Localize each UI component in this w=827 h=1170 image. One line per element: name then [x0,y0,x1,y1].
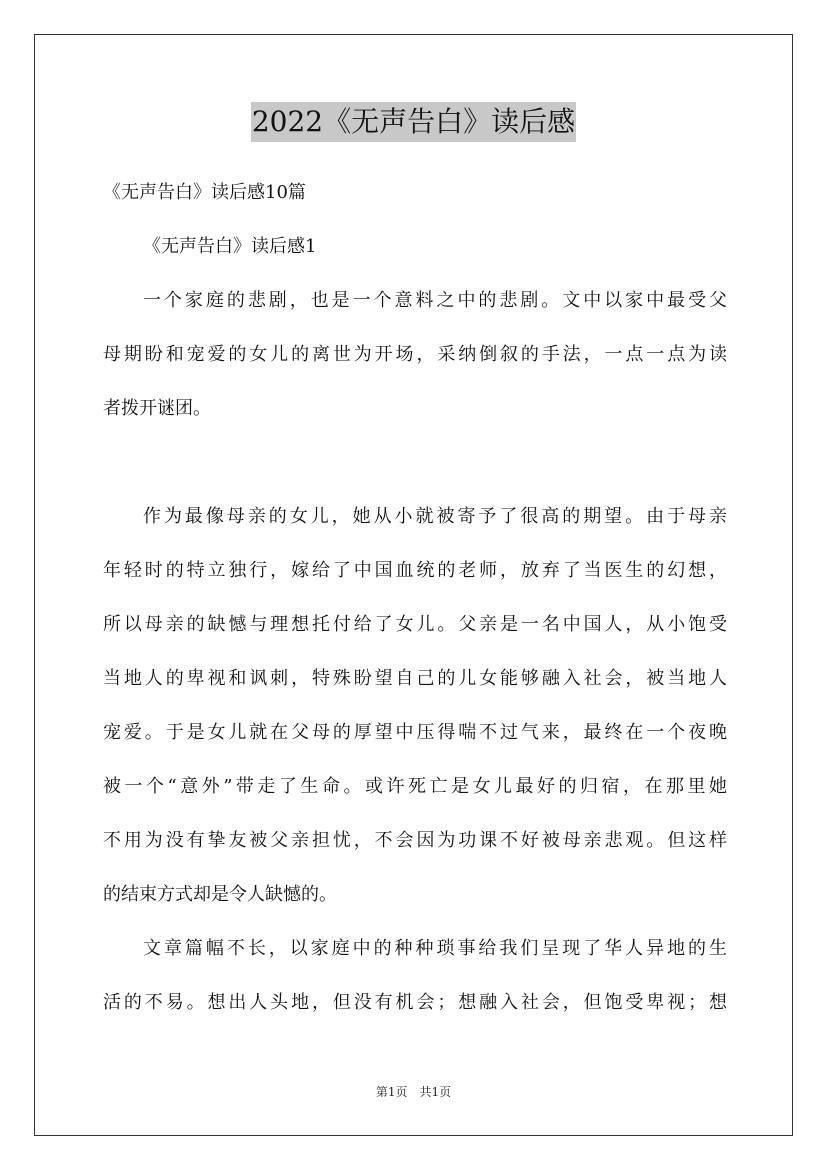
page-footer: 第1页 共1页 [375,1085,452,1099]
paragraph-line: 活的不易。想出人头地，但没有机会；想融入社会，但饱受卑视；想 [103,992,727,1013]
paragraph-line: 母期盼和宠爱的女儿的离世为开场，采纳倒叙的手法，一点一点为读 [103,344,727,365]
paragraph-line: 一个家庭的悲剧，也是一个意料之中的悲剧。文中以家中最受父 [143,290,727,311]
document-body [103,166,727,1030]
blank-line [103,436,727,490]
paragraph-line: 文章篇幅不长，以家庭中的种种琐事给我们呈现了华人异地的生 [143,938,727,959]
title-container [0,102,827,142]
paragraph-line: 当地人的卑视和讽刺，特殊盼望自己的儿女能够融入社会，被当地人 [103,668,727,689]
paragraph [103,922,727,1030]
paragraph-line: 作为最像母亲的女儿，她从小就被寄予了很高的期望。由于母亲 [143,506,727,527]
document-title: 2022《无声告白》读后感 [251,102,576,142]
paragraph [103,490,727,922]
paragraph-line: 年轻时的特立独行，嫁给了中国血统的老师，放弃了当医生的幻想， [103,560,727,581]
paragraph-line: 不用为没有挚友被父亲担忧，不会因为功课不好被母亲悲观。但这样 [103,830,727,851]
paragraph [103,274,727,436]
paragraph-line: 所以母亲的缺憾与理想托付给了女儿。父亲是一名中国人，从小饱受 [103,614,727,635]
paragraph-line: 者拨开谜团。 [103,398,211,419]
paragraph-line: 的结束方式却是令人缺憾的。 [103,884,337,905]
document-subtitle: 《无声告白》读后感10篇 [103,182,306,203]
paragraph-line: 被一个“意外”带走了生命。或许死亡是女儿最好的归宿，在那里她 [103,776,727,797]
paragraph-line: 宠爱。于是女儿就在父母的厚望中压得喘不过气来，最终在一个夜晚 [103,722,727,743]
section-heading: 《无声告白》读后感1 [143,236,317,257]
